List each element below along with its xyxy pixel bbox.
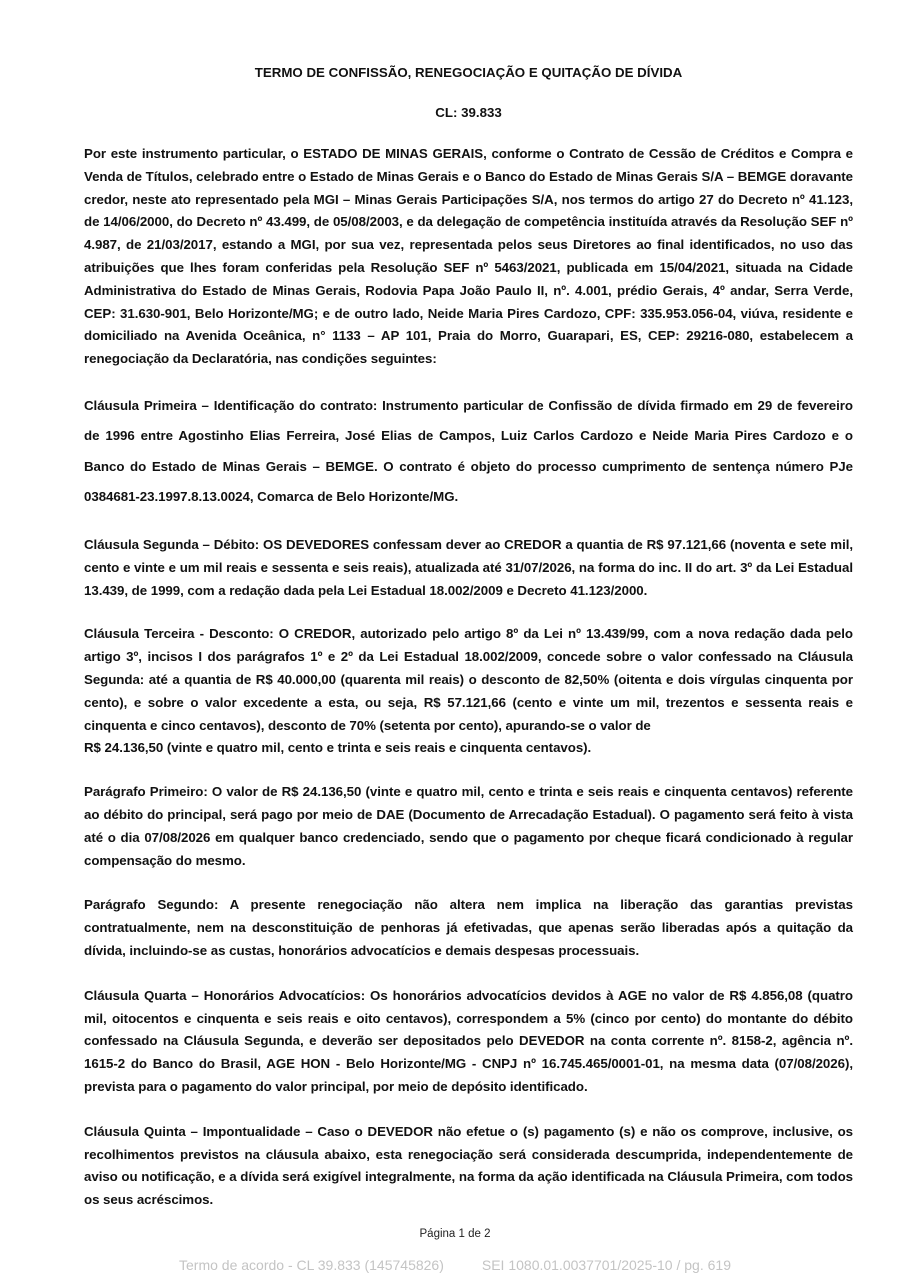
paragraph-clausula-segunda: Cláusula Segunda – Débito: OS DEVEDORES confessam dever ao CREDOR a quantia de R$ 97.121,66 (noventa e sete mil, cento e vinte e um mil reais e sessenta e seis reais), atualizada até 31/07/2026, na forma do inc. II do art. 3º da Lei Estadual 13.439, de 1999, com a redação dada pela Lei Estadual 18.002/2009 e Decreto 41.123/2000. (84, 536, 853, 598)
watermark-document-id: Termo de acordo - CL 39.833 (145745826) (179, 1257, 444, 1273)
watermark-process-number: SEI 1080.01.0037701/2025-10 / pg. 619 (481, 1257, 731, 1273)
paragraph-paragrafo-segundo: Parágrafo Segundo: A presente renegociação não altera nem implica na liberação das garantias previstas contratualmente, nem na desconstituição de penhoras já efetivadas, que apenas serão liberadas após a quitação da dívida, incluindo-se as custas, honorários advocatícios e demais despesas processuais. (84, 897, 853, 958)
clausula-terceira-text: Cláusula Terceira - Desconto: O CREDOR, autorizado pelo artigo 8º da Lei nº 13.439/99, com a nova redação dada pelo artigo 3º, incisos I dos parágrafos 1º e 2º da Lei Estadual 18.002/2009, concede sobre o valor confessado na Cláusula Segunda: até a quantia de R$ 40.000,00 (quarenta mil reais) o desconto de 82,50% (oitenta e dois vírgulas cinquenta por cento), e sobre o valor excedente a esta, ou seja, R$ 57.121,66 (cento e vinte um mil, trezentos e sessenta reais e cinquenta e cinco centavos), desconto de 70% (setenta por cento), apurando-se o valor de (84, 626, 853, 733)
clausula-terceira-value: R$ 24.136,50 (vinte e quatro mil, cento e trinta e seis reais e cinquenta centavos). (84, 740, 592, 756)
page-number: Página 1 de 2 (419, 1228, 491, 1240)
paragraph-paragrafo-primeiro: Parágrafo Primeiro: O valor de R$ 24.136,50 (vinte e quatro mil, cento e trinta e seis reais e cinquenta centavos) referente ao débito do principal, será pago por meio de DAE (Documento de Arrecadação Estadual). O pagamento será feito à vista até o dia 07/08/2026 em qualquer banco credenciado, sendo que o pagamento por cheque ficará condicionado à regular compensação do mesmo. (84, 784, 853, 868)
paragraph-intro: Por este instrumento particular, o ESTADO DE MINAS GERAIS, conforme o Contrato de Cessão de Créditos e Compra e Venda de Títulos, celebrado entre o Estado de Minas Gerais e o Banco do Estado de Minas Gerais S/A – BEMGE doravante credor, neste ato representado pela MGI – Minas Gerais Participações S/A, nos termos do artigo 27 do Decreto nº 41.123, de 14/06/2000, do Decreto nº 43.499, de 05/08/2003, e da delegação de competência instituída através da Resolução SEF nº 4.987, de 21/03/2017, estando a MGI, por sua vez, representada pelos seus Diretores ao final identificados, no uso das atribuições que lhes foram conferidas pela Resolução SEF nº 5463/2021, publicada em 15/04/2021, situada na Cidade Administrativa do Estado de Minas Gerais, Rodovia Papa João Paulo II, nº. 4.001, prédio Gerais, 4º andar, Serra Verde, CEP: 31.630-901, Belo Horizonte/MG; e de outro lado, Neide Maria Pires Cardozo, CPF: 335.953.056-04, viúva, residente e domiciliado na Avenida Oceânica, n° 1133 – AP 101, Praia do Morro, Guarapari, ES, CEP: 29216-080, estabelecem a renegociação da Declaratória, nas condições seguintes: (84, 146, 853, 367)
paragraph-clausula-terceira (84, 623, 853, 760)
document-title: TERMO DE CONFISSÃO, RENEGOCIAÇÃO E QUITAÇÃO DE DÍVIDA (254, 65, 683, 80)
paragraph-clausula-quarta: Cláusula Quarta – Honorários Advocatícios: Os honorários advocatícios devidos à AGE no valor de R$ 4.856,08 (quatro mil, oitocentos e cinquenta e seis reais e oito centavos), correspondem a 5% (cinco por cento) do montante do débito confessado na Cláusula Segunda, e deverão ser depositados pelo DEVEDOR na conta corrente nº. 8158-2, agência nº. 1615-2 do Banco do Brasil, AGE HON - Belo Horizonte/MG - CNPJ nº 16.745.465/0001-01, na mesma data (07/08/2026), prevista para o pagamento do valor principal, por meio de depósito identificado. (84, 987, 853, 1094)
paragraph-clausula-primeira: Cláusula Primeira – Identificação do contrato: Instrumento particular de Confissão de dívida firmado em 29 de fevereiro de 1996 entre Agostinho Elias Ferreira, José Elias de Campos, Luiz Carlos Cardozo e Neide Maria Pires Cardozo e o Banco do Estado de Minas Gerais – BEMGE. O contrato é objeto do processo cumprimento de sentença número PJe 0384681-23.1997.8.13.0024, Comarca de Belo Horizonte/MG. (84, 397, 853, 505)
sei-watermark (0, 1257, 910, 1273)
paragraph-clausula-quinta: Cláusula Quinta – Impontualidade – Caso o DEVEDOR não efetue o (s) pagamento (s) e não os comprove, inclusive, os recolhimentos previstos na cláusula abaixo, esta renegociação será considerada descumprida, independentemente de aviso ou notificação, e a dívida será exigível integralmente, na forma da ação identificada na Cláusula Primeira, com todos os seus acréscimos. (84, 1123, 853, 1208)
document-cl-number: CL: 39.833 (435, 105, 502, 120)
document-page (84, 62, 853, 1212)
